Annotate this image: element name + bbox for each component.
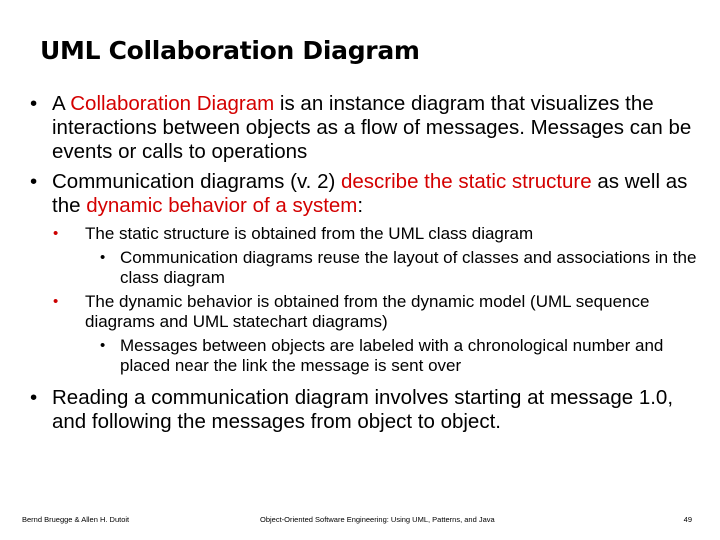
sub-sub-bullet-layout	[100, 248, 700, 288]
bullet-icon: •	[30, 92, 38, 115]
bullet-text-pre: Communication diagrams (v. 2)	[52, 170, 341, 193]
bullet-text-mid: as well as the	[52, 170, 688, 217]
bullet-icon: •	[30, 386, 38, 409]
sub-bullet-static-structure	[53, 224, 700, 244]
bullet-collaboration-diagram	[30, 92, 700, 164]
bullet-text: Reading a communication diagram involves starting at message 1.0, and following the messages from object to object.	[52, 386, 674, 433]
slide-title: UML Collaboration Diagram	[40, 36, 420, 65]
bullet-reading-diagram	[30, 386, 700, 434]
sub-bullet-text: The static structure is obtained from the UML class diagram	[85, 224, 534, 243]
bullet-icon: •	[53, 225, 59, 242]
bullet-text-post: is an instance diagram that visualizes the interactions between objects as a flow of messages. Messages can be events or calls to operations	[52, 92, 692, 163]
sub-sub-bullet-messages	[100, 336, 700, 376]
sub-sub-bullet-text: Messages between objects are labeled with a chronological number and placed near the link the message is sent over	[120, 336, 664, 375]
bullet-text-pre: A	[52, 92, 71, 115]
bullet-icon: •	[53, 293, 59, 310]
slide-content	[30, 92, 700, 440]
sub-bullets	[30, 224, 700, 376]
bullet-text-post: :	[357, 194, 364, 217]
highlight-collaboration-diagram: Collaboration Diagram	[70, 92, 275, 115]
sub-sub-bullet-text: Communication diagrams reuse the layout of classes and associations in the class diagram	[120, 248, 697, 287]
highlight-dynamic-behavior: dynamic behavior of a system	[86, 194, 358, 217]
bullet-icon: •	[100, 337, 106, 354]
bullet-icon: •	[30, 170, 38, 193]
sub-bullet-dynamic-behavior	[53, 292, 700, 332]
sub-bullet-text: The dynamic behavior is obtained from the dynamic model (UML sequence diagrams and UML statechart diagrams)	[85, 292, 650, 331]
footer-book-title: Object-Oriented Software Engineering: Using UML, Patterns, and Java	[260, 515, 495, 524]
footer-authors: Bernd Bruegge & Allen H. Dutoit	[22, 515, 130, 524]
bullet-communication-diagrams	[30, 170, 700, 218]
highlight-static-structure: describe the static structure	[341, 170, 592, 193]
bullet-icon: •	[100, 249, 106, 266]
footer-page-number: 49	[683, 515, 692, 524]
